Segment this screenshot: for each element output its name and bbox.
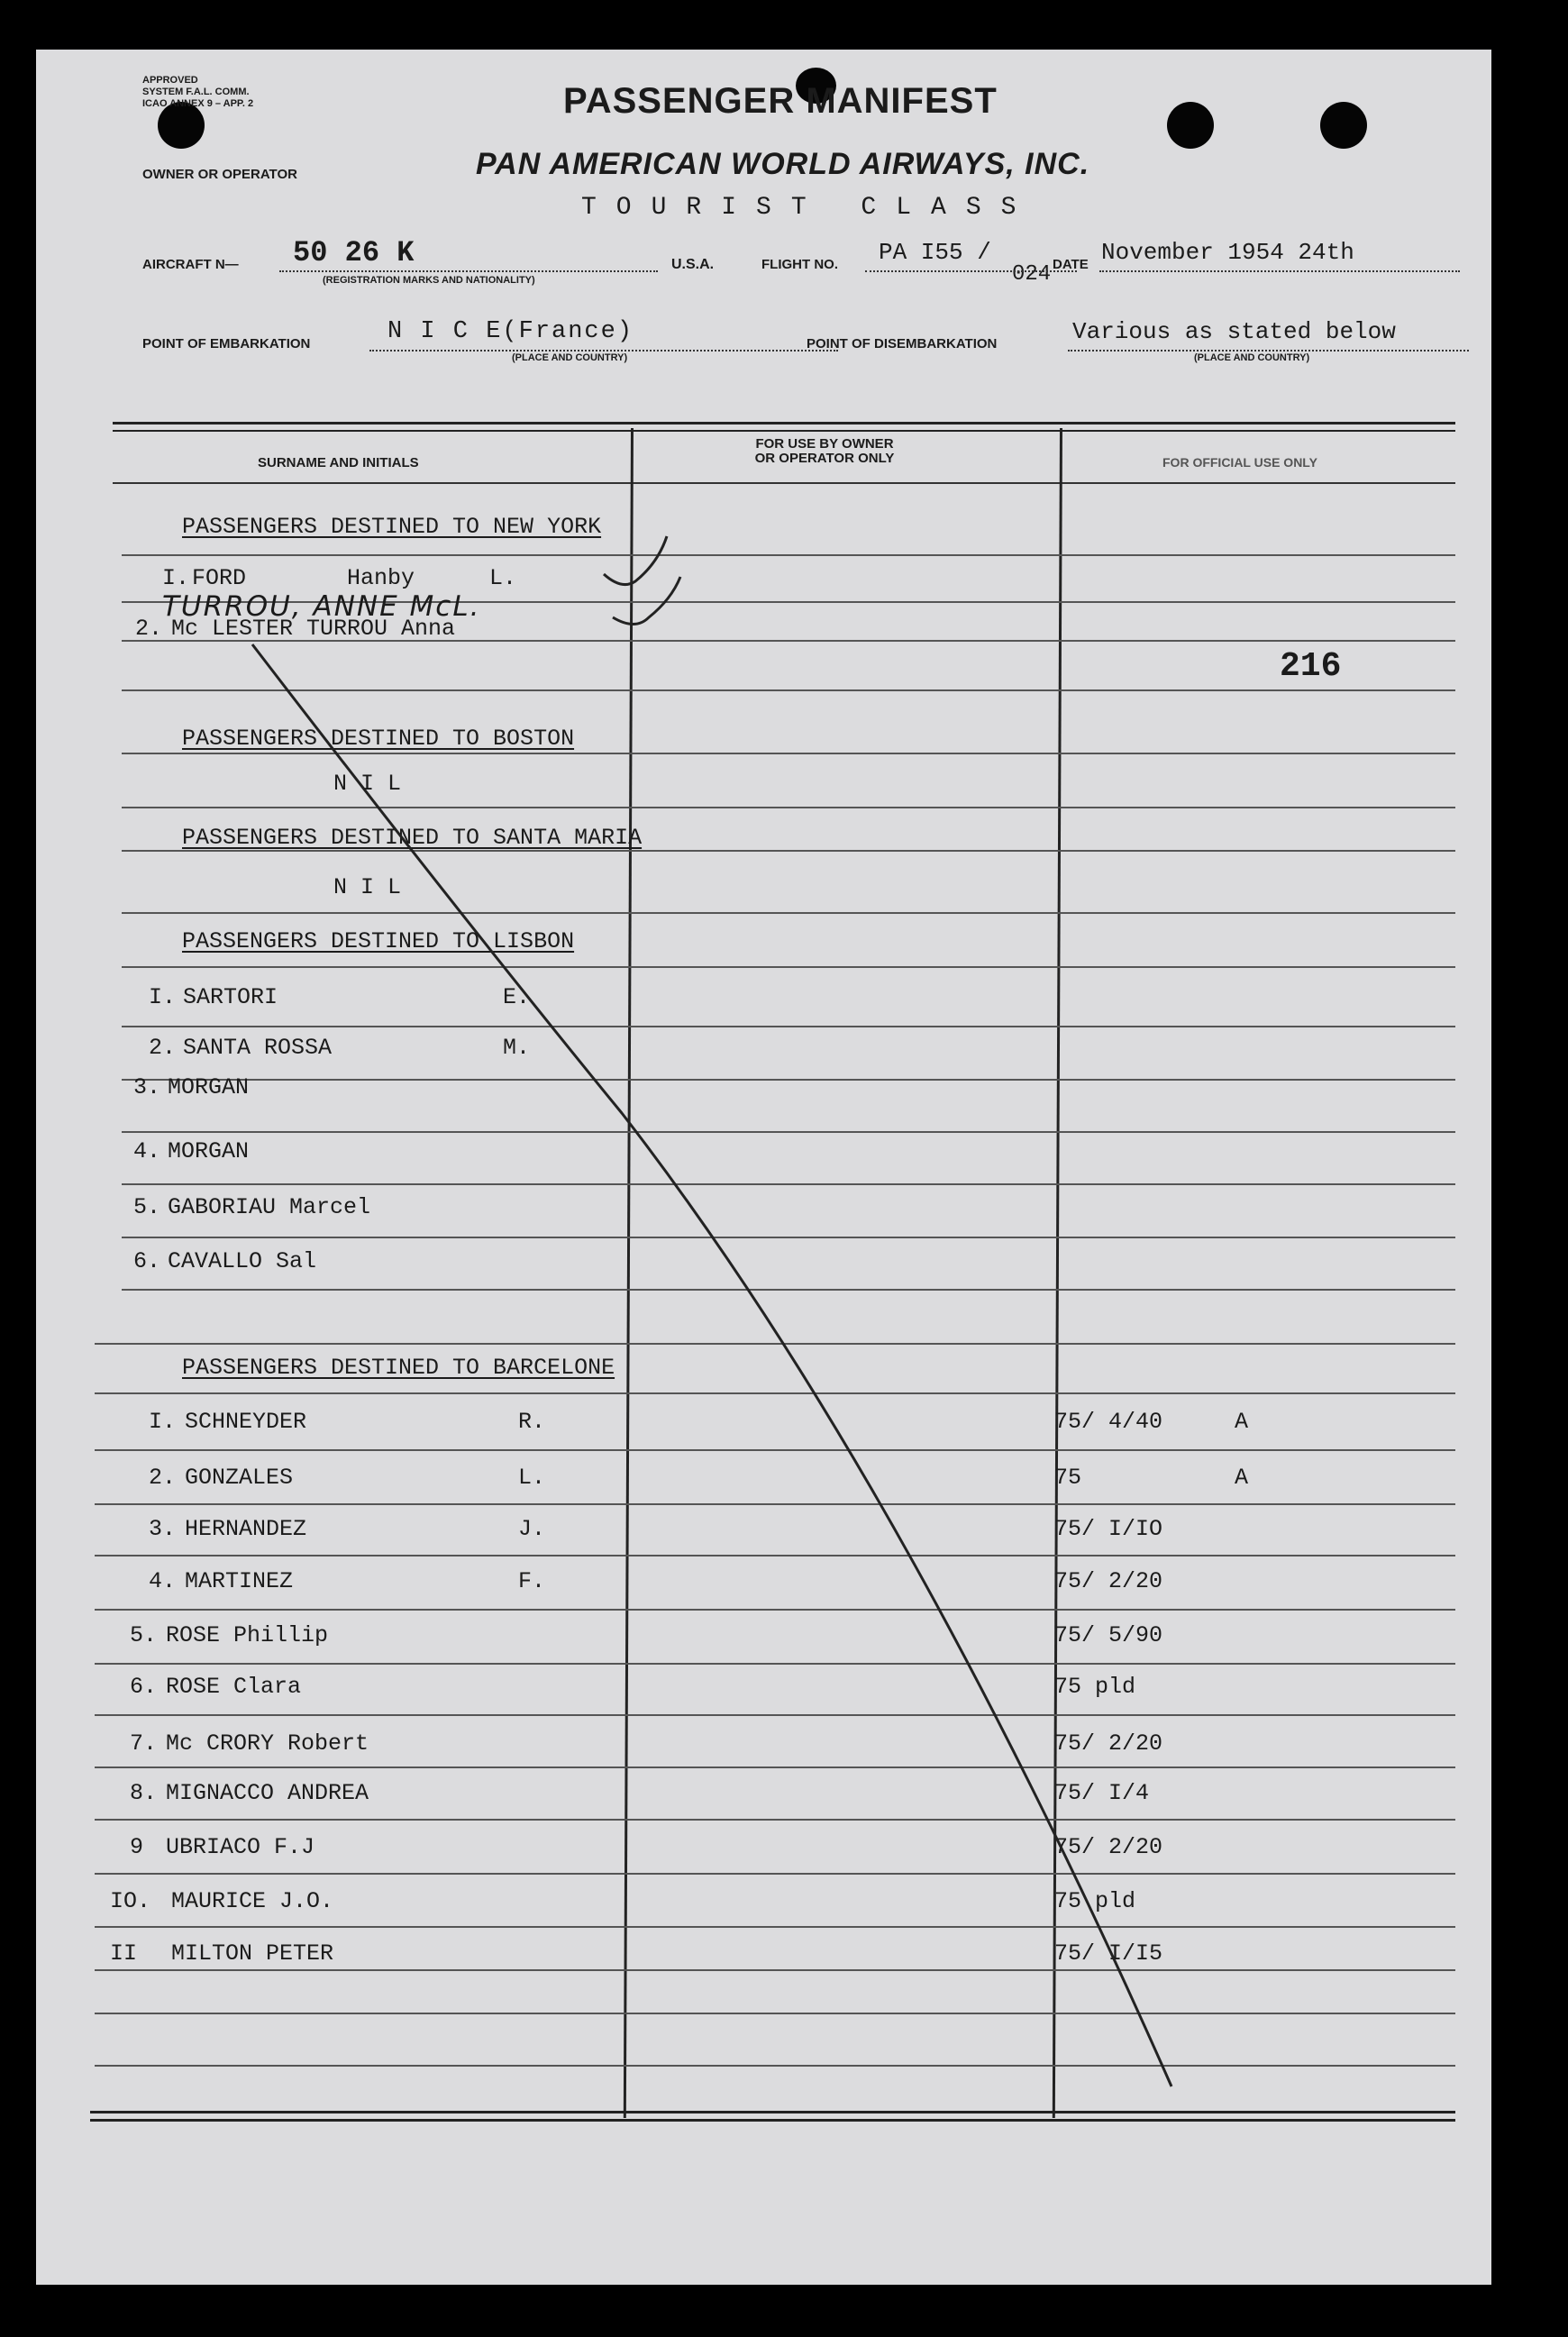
aircraft-label: AIRCRAFT N— bbox=[142, 257, 239, 272]
official-use-mark: A bbox=[1235, 1409, 1249, 1435]
section-heading-santa-maria: PASSENGERS DESTINED TO SANTA MARIA bbox=[182, 825, 643, 851]
passenger-number: 9 bbox=[130, 1834, 144, 1860]
ny-row-1-name: FORD bbox=[192, 565, 247, 591]
passenger-name: MORGAN bbox=[168, 1138, 250, 1164]
section-heading-barcelone: PASSENGERS DESTINED TO BARCELONE bbox=[182, 1355, 615, 1381]
passenger-name: ROSE Clara bbox=[166, 1674, 302, 1700]
cancel-stroke bbox=[252, 644, 1171, 2086]
passenger-initial: E. bbox=[503, 984, 531, 1010]
disembarkation-caption: (PLACE AND COUNTRY) bbox=[1194, 352, 1310, 363]
column-header-official: FOR OFFICIAL USE ONLY bbox=[1162, 455, 1317, 470]
passenger-name: MARTINEZ bbox=[185, 1568, 294, 1594]
boston-nil: N I L bbox=[333, 771, 402, 797]
official-use-value: 75/ I/I5 bbox=[1054, 1940, 1163, 1967]
passenger-name: CAVALLO Sal bbox=[168, 1248, 317, 1274]
disembarkation-label: POINT OF DISEMBARKATION bbox=[807, 336, 998, 351]
pen-marks bbox=[36, 50, 1491, 2285]
passenger-number: 4. bbox=[149, 1568, 177, 1594]
passenger-number: I. bbox=[149, 1409, 177, 1435]
passenger-number: 6. bbox=[130, 1674, 158, 1700]
page-title: PASSENGER MANIFEST bbox=[563, 81, 998, 121]
passenger-initial: M. bbox=[503, 1035, 531, 1061]
column-header-surname: SURNAME AND INITIALS bbox=[258, 455, 419, 470]
ny-row-2-name: Mc LESTER TURROU Anna bbox=[171, 616, 456, 642]
ny-row-1-num: I. bbox=[162, 565, 190, 591]
approval-line-3: ICAO ANNEX 9 – APP. 2 bbox=[142, 98, 254, 109]
official-use-value: 75/ 2/20 bbox=[1054, 1730, 1163, 1757]
passenger-name: GONZALES bbox=[185, 1465, 294, 1491]
passenger-number: 8. bbox=[130, 1780, 158, 1806]
official-use-mark: A bbox=[1235, 1465, 1249, 1491]
passenger-number: 3. bbox=[133, 1074, 161, 1100]
official-use-value: 75/ 4/40 bbox=[1054, 1409, 1163, 1435]
passenger-name: UBRIACO F.J bbox=[166, 1834, 315, 1860]
flight-sub-value: 024 bbox=[1012, 262, 1052, 287]
passenger-number: II bbox=[110, 1940, 138, 1967]
embarkation-caption: (PLACE AND COUNTRY) bbox=[512, 352, 628, 363]
passenger-name: MILTON PETER bbox=[171, 1940, 334, 1967]
stamp-number: 216 bbox=[1280, 647, 1342, 686]
passenger-name: MORGAN bbox=[168, 1074, 250, 1100]
passenger-number: 7. bbox=[130, 1730, 158, 1757]
owner-label: OWNER OR OPERATOR bbox=[142, 167, 297, 182]
official-use-value: 75 pld bbox=[1054, 1888, 1136, 1914]
official-use-value: 75/ I/4 bbox=[1054, 1780, 1150, 1806]
passenger-initial: R. bbox=[518, 1409, 546, 1435]
passenger-name: SCHNEYDER bbox=[185, 1409, 307, 1435]
ny-row-1-first: Hanby bbox=[347, 565, 415, 591]
passenger-number: IO. bbox=[110, 1888, 151, 1914]
passenger-number: 6. bbox=[133, 1248, 161, 1274]
date-value: November 1954 24th bbox=[1101, 239, 1354, 266]
official-use-value: 75/ 2/20 bbox=[1054, 1834, 1163, 1860]
passenger-number: 2. bbox=[149, 1465, 177, 1491]
airline-name: PAN AMERICAN WORLD AIRWAYS, INC. bbox=[476, 147, 1090, 181]
passenger-name: HERNANDEZ bbox=[185, 1516, 307, 1542]
passenger-number: 2. bbox=[149, 1035, 177, 1061]
check-mark-1 bbox=[604, 536, 667, 585]
official-use-value: 75 bbox=[1054, 1465, 1082, 1491]
column-header-owner-use: FOR USE BY OWNER OR OPERATOR ONLY bbox=[754, 436, 895, 466]
approval-line-1: APPROVED bbox=[142, 75, 198, 86]
passenger-initial: J. bbox=[518, 1516, 546, 1542]
disembarkation-value: Various as stated below bbox=[1072, 318, 1396, 345]
official-use-value: 75/ I/IO bbox=[1054, 1516, 1163, 1542]
passenger-name: MAURICE J.O. bbox=[171, 1888, 334, 1914]
embarkation-value: N I C E(France) bbox=[387, 318, 634, 345]
passenger-number: 4. bbox=[133, 1138, 161, 1164]
section-heading-boston: PASSENGERS DESTINED TO BOSTON bbox=[182, 726, 575, 752]
passenger-name: ROSE Phillip bbox=[166, 1622, 329, 1648]
passenger-initial: F. bbox=[518, 1568, 546, 1594]
ny-row-2-num: 2. bbox=[135, 616, 163, 642]
embarkation-label: POINT OF EMBARKATION bbox=[142, 336, 311, 351]
passenger-name: Mc CRORY Robert bbox=[166, 1730, 369, 1757]
santa-maria-nil: N I L bbox=[333, 874, 402, 900]
ny-row-1-init: L. bbox=[489, 565, 517, 591]
aircraft-caption: (REGISTRATION MARKS AND NATIONALITY) bbox=[323, 275, 535, 286]
passenger-name: GABORIAU Marcel bbox=[168, 1194, 371, 1220]
manifest-page bbox=[36, 50, 1491, 2285]
official-use-value: 75/ 5/90 bbox=[1054, 1622, 1163, 1648]
official-use-value: 75/ 2/20 bbox=[1054, 1568, 1163, 1594]
section-heading-lisbon: PASSENGERS DESTINED TO LISBON bbox=[182, 928, 575, 954]
date-label: DATE bbox=[1053, 257, 1089, 272]
passenger-number: 5. bbox=[133, 1194, 161, 1220]
country-label: U.S.A. bbox=[671, 257, 715, 272]
approval-line-2: SYSTEM F.A.L. COMM. bbox=[142, 87, 250, 97]
official-use-value: 75 pld bbox=[1054, 1674, 1136, 1700]
passenger-number: I. bbox=[149, 984, 177, 1010]
class-title: TOURIST CLASS bbox=[581, 194, 1036, 222]
aircraft-value: 50 26 K bbox=[293, 236, 415, 269]
handwritten-note: TURROU, ANNE McL. bbox=[162, 590, 481, 623]
flight-label: FLIGHT NO. bbox=[761, 257, 838, 272]
flight-value: PA I55 / bbox=[879, 239, 991, 266]
passenger-name: SANTA ROSSA bbox=[183, 1035, 333, 1061]
section-heading-new-york: PASSENGERS DESTINED TO NEW YORK bbox=[182, 514, 602, 540]
passenger-number: 3. bbox=[149, 1516, 177, 1542]
passenger-name: SARTORI bbox=[183, 984, 278, 1010]
passenger-number: 5. bbox=[130, 1622, 158, 1648]
passenger-name: MIGNACCO ANDREA bbox=[166, 1780, 369, 1806]
passenger-initial: L. bbox=[518, 1465, 546, 1491]
